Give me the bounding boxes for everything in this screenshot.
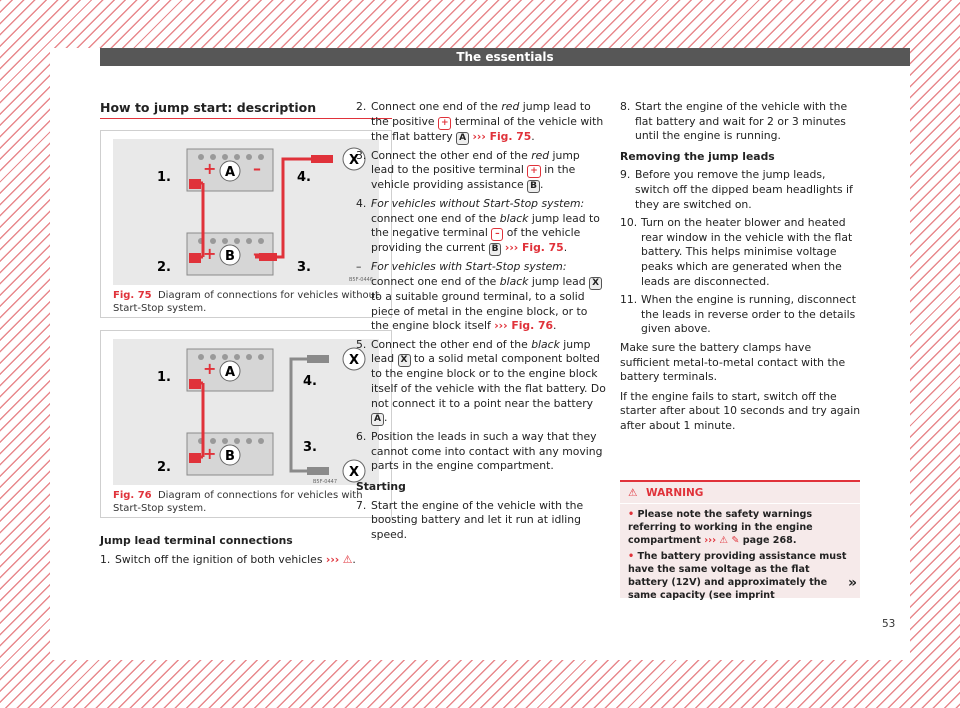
svg-text:+: +: [203, 444, 217, 463]
plus-terminal-badge: +: [438, 117, 452, 130]
svg-text:–: –: [253, 244, 261, 263]
step-5: 5. Connect the other end of the black jump lead X to a solid metal component bolted to the engine block or to the engine block itself of the vehicle with the flat battery. Do not connect it to a point near the battery A .: [356, 337, 606, 425]
badge-a: A: [371, 413, 384, 426]
minus-terminal-badge: –: [491, 228, 503, 241]
middle-column: [356, 100, 606, 546]
figure-75: [100, 130, 392, 318]
figure-76-diagram: [113, 339, 379, 485]
fig-76-link[interactable]: ››› Fig. 76: [494, 319, 554, 333]
diagram-code: B5F-0447: [313, 479, 338, 485]
book-icon: ⚠ ✎: [719, 535, 740, 546]
jump-lead-heading: Jump lead terminal connections: [100, 534, 293, 547]
step-3: 3. Connect the other end of the red jump lead to the positive terminal + in the vehicle providing assistance B .: [356, 148, 580, 192]
fig-75-link[interactable]: ››› Fig. 75: [472, 129, 532, 143]
removing-heading: Removing the jump leads: [620, 149, 775, 163]
diagram-label-x: X: [349, 153, 360, 168]
diagram-step-2: 2.: [157, 260, 171, 275]
figure-76-caption: [113, 489, 383, 515]
diagram-label-x-bottom: X: [349, 465, 360, 480]
warning-bullet-1: • Please note the safety warnings referring to working in the engine compartment ››› ⚠ ✎ page 268.: [628, 509, 813, 546]
page: [50, 48, 910, 660]
diagram-label-a: A: [225, 165, 236, 180]
step-6: 6. Position the leads in such a way that they cannot come into contact with any moving parts in the engine compartment.: [356, 430, 603, 473]
bullet-icon: •: [628, 509, 635, 520]
diagram-step-1: 1.: [157, 170, 171, 185]
caption-text: Diagram of connections for vehicles without Start-Stop system.: [113, 290, 379, 314]
badge-b: B: [527, 180, 540, 193]
left-column: [100, 528, 392, 571]
step-1: 1. Switch off the ignition of both vehicles ››› ⚠.: [100, 552, 356, 566]
svg-text:+: +: [203, 359, 217, 378]
bullet-icon: •: [628, 551, 635, 562]
figure-75-caption: [113, 289, 383, 315]
retry-note: If the engine fails to start, switch off the starter after about 10 seconds and try again after about 1 minute.: [620, 389, 861, 432]
page-268-link[interactable]: ›››: [704, 535, 717, 546]
right-column: [620, 100, 862, 438]
diagram-step-3: 3.: [297, 260, 311, 275]
warning-triangle-icon: ⚠: [342, 552, 353, 566]
diagram-label-a: A: [225, 365, 236, 380]
warning-link[interactable]: ›››: [325, 552, 340, 566]
diagram-step-4: 4.: [303, 374, 317, 389]
badge-x: X: [398, 354, 411, 367]
diagram-step-3: 3.: [303, 440, 317, 455]
starting-heading: Starting: [356, 479, 406, 493]
clamp-contact-note: Make sure the battery clamps have sufficient metal-to-metal contact with the battery terminals.: [620, 340, 846, 384]
diagram-label-x-top: X: [349, 353, 360, 368]
diagram-step-1: 1.: [157, 370, 171, 385]
section-title: How to jump start: description: [100, 100, 317, 115]
diagram-label-b: B: [225, 449, 235, 464]
badge-a: A: [456, 132, 469, 145]
warning-bullet-2: • The battery providing assistance must have the same voltage as the flat battery (12V) and approximately the same capacity (see imprint: [628, 551, 847, 601]
warning-box: [620, 480, 860, 601]
step-7: 7. Start the engine of the vehicle with the boosting battery and let it run at idling speed.: [356, 498, 584, 541]
figure-number: Fig. 76: [113, 490, 152, 501]
svg-text:–: –: [253, 159, 261, 178]
figure-number: Fig. 75: [113, 290, 152, 301]
step-4: 4. For vehicles without Start-Stop system: connect one end of the black jump lead to the negative terminal – of the vehicle providing the current B ››› Fig. 75.: [356, 197, 600, 255]
diagram-label-b: B: [225, 249, 235, 264]
warning-triangle-icon: ⚠: [628, 487, 638, 499]
diagram-step-4: 4.: [297, 170, 311, 185]
svg-text:+: +: [203, 159, 217, 178]
badge-x: X: [589, 277, 602, 290]
diagram-step-2: 2.: [157, 460, 171, 475]
warning-header: [620, 482, 860, 504]
chapter-banner: The essentials: [100, 48, 910, 66]
warning-title: WARNING: [646, 487, 704, 499]
title-rule: [100, 118, 392, 119]
step-8: 8. Start the engine of the vehicle with the flat battery and wait for 2 or 3 minutes until the engine is running.: [620, 100, 848, 143]
warning-body: [620, 504, 860, 609]
diagram-code: B5F-0446: [349, 277, 374, 283]
continued-icon: »: [848, 575, 858, 591]
svg-text:+: +: [203, 244, 217, 263]
plus-terminal-badge: +: [527, 165, 541, 178]
step-11: 11. When the engine is running, disconnect the leads in reverse order to the details given above.: [620, 293, 856, 336]
figure-76: [100, 330, 392, 518]
caption-text: Diagram of connections for vehicles with Start-Stop system.: [113, 490, 363, 514]
badge-b: B: [489, 243, 502, 256]
step-10: 10. Turn on the heater blower and heated rear window in the vehicle with the flat battery. This helps minimise voltage peaks which are generated when the leads are disconnected.: [620, 216, 853, 288]
fig-75-link[interactable]: ››› Fig. 75: [504, 241, 564, 255]
page-number: 53: [882, 618, 896, 630]
step-9: 9. Before you remove the jump leads, switch off the dipped beam headlights if they are switched on.: [620, 168, 853, 211]
step-2: 2. Connect one end of the red jump lead to the positive + terminal of the vehicle with the flat battery A ››› Fig. 75.: [356, 100, 604, 143]
figure-75-diagram: [113, 139, 379, 285]
dash-item: – For vehicles with Start-Stop system: connect one end of the black jump lead X to a suitable ground terminal, to a solid piece of metal in the engine block, or to the engine block itself ››› Fig. 76.: [356, 260, 606, 333]
